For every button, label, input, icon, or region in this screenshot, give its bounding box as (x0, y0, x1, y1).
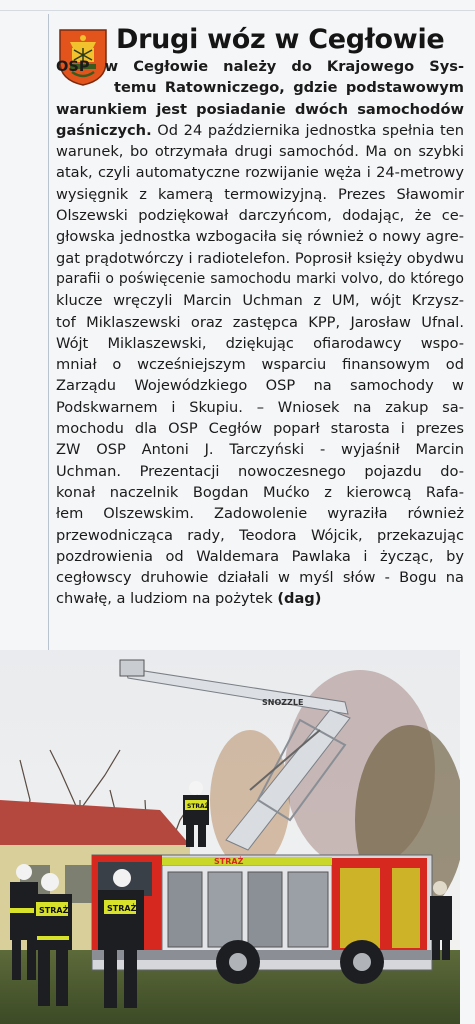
article-line (56, 141, 464, 162)
top-rule (0, 10, 475, 11)
article-line (114, 77, 464, 98)
article-line-text: cegłowscy druhowie działali w myśl słów - Bogu na (56, 569, 464, 587)
article-line (56, 439, 464, 460)
article (56, 22, 464, 642)
article-line-text: klucze wręczyli Marcin Uchman z UM, wójt Krzysz- (56, 292, 464, 310)
article-line (56, 290, 464, 311)
article-line (56, 461, 464, 482)
article-line (56, 482, 464, 503)
article-line (56, 99, 464, 120)
svg-text:STRAŻ: STRAŻ (187, 803, 210, 810)
column-rule (48, 14, 49, 654)
article-line-text: Od 24 października jednostka spełnia ten (151, 121, 464, 139)
article-line-text: mochodu dla OSP Cegłów poparł starosta i prezes (56, 420, 464, 438)
article-signature: (dag) (277, 590, 322, 608)
article-line (56, 375, 464, 396)
article-line-text: Uchman. Prezentacji nowoczesnego pojazdu do- (56, 462, 464, 480)
article-line (56, 333, 464, 354)
article-line-text: OSP w Cegłowie należy do Krajowego Sys- (56, 58, 464, 75)
article-line-text: konał naczelnik Bogdan Mućko z kierowcą Rafa- (56, 483, 464, 501)
article-line (56, 120, 464, 141)
article-line-text: warunek, bo otrzymała drugi samochód. Ma on szybki (56, 143, 464, 161)
article-line-text: Zarządu Wojewódzkiego OSP na samochody w (56, 377, 464, 395)
article-line-text: wysięgnik z kamerą termowizyjną. Prezes Sławomir (56, 185, 464, 203)
article-line (56, 546, 464, 567)
article-line-text: tof Miklaszewski oraz zastępca KPP, Jarosław Ufnal. (56, 313, 464, 331)
article-line (56, 397, 464, 418)
article-line-text: Podskwarnem i Skupiu. – Wniosek na zakup sa- (56, 398, 464, 416)
article-line-text: chwałę, a ludziom na pożytek (56, 590, 278, 608)
article-line (56, 312, 464, 333)
article-line-text: atak, czyli automatyczne rozwijanie węża i 24-metrowy (56, 164, 464, 182)
article-line (56, 248, 464, 269)
article-photo (0, 650, 460, 1024)
article-line-text: pozdrowienia od Waldemara Pawlaka i życząc, by (56, 547, 464, 565)
article-line-text: ZW OSP Antoni J. Tarczyński - wyjaśnił Marcin (56, 441, 464, 459)
article-line-text: gat prądotwórczy i radiotelefon. Poprosił księży obydwu (56, 249, 464, 267)
article-line-text: parafii o poświęcenie samochodu marki volvo, do którego (56, 270, 464, 287)
article-line (56, 588, 464, 609)
article-line-text: przewodnicząca rady, Teodora Wójcik, przekazując (56, 526, 464, 544)
truck-label: STRAŻ (214, 857, 244, 866)
svg-text:STRAŻ: STRAŻ (107, 904, 137, 913)
article-line (56, 354, 464, 375)
article-line (56, 56, 464, 77)
article-line-text: mniał o wcześniejszym wsparciu finansowym od (56, 356, 464, 374)
article-line (56, 205, 464, 226)
article-line (56, 226, 464, 247)
article-line-text: temu Ratowniczego, gdzie podstawowym (114, 79, 464, 97)
article-line-text: warunkiem jest posiadanie dwóch samochodów (56, 100, 464, 118)
article-line (56, 503, 464, 524)
article-line-text: Wójt Miklaszewski, dziękując ofiarodawcy wspo- (56, 334, 464, 352)
article-line-text: głowska jednostka wzbogaciła się również o nowy agre- (56, 228, 464, 246)
article-line (56, 567, 464, 588)
svg-text:STRAŻ: STRAŻ (39, 906, 69, 915)
article-line-text: łem Olszewskim. Zadowolenie wyraziła również (56, 505, 464, 523)
article-line (56, 184, 464, 205)
boom-label: SNOZZLE (262, 698, 304, 707)
article-line (56, 269, 464, 290)
article-line-text: Olszewski podziękował darczyńcom, dodając, że ce- (56, 207, 464, 225)
article-line (56, 418, 464, 439)
article-line (56, 162, 464, 183)
article-body (56, 56, 464, 610)
article-line-bold: gaśniczych. (56, 121, 152, 139)
article-line (56, 525, 464, 546)
article-title: Drugi wóz w Cegłowie (116, 24, 445, 55)
